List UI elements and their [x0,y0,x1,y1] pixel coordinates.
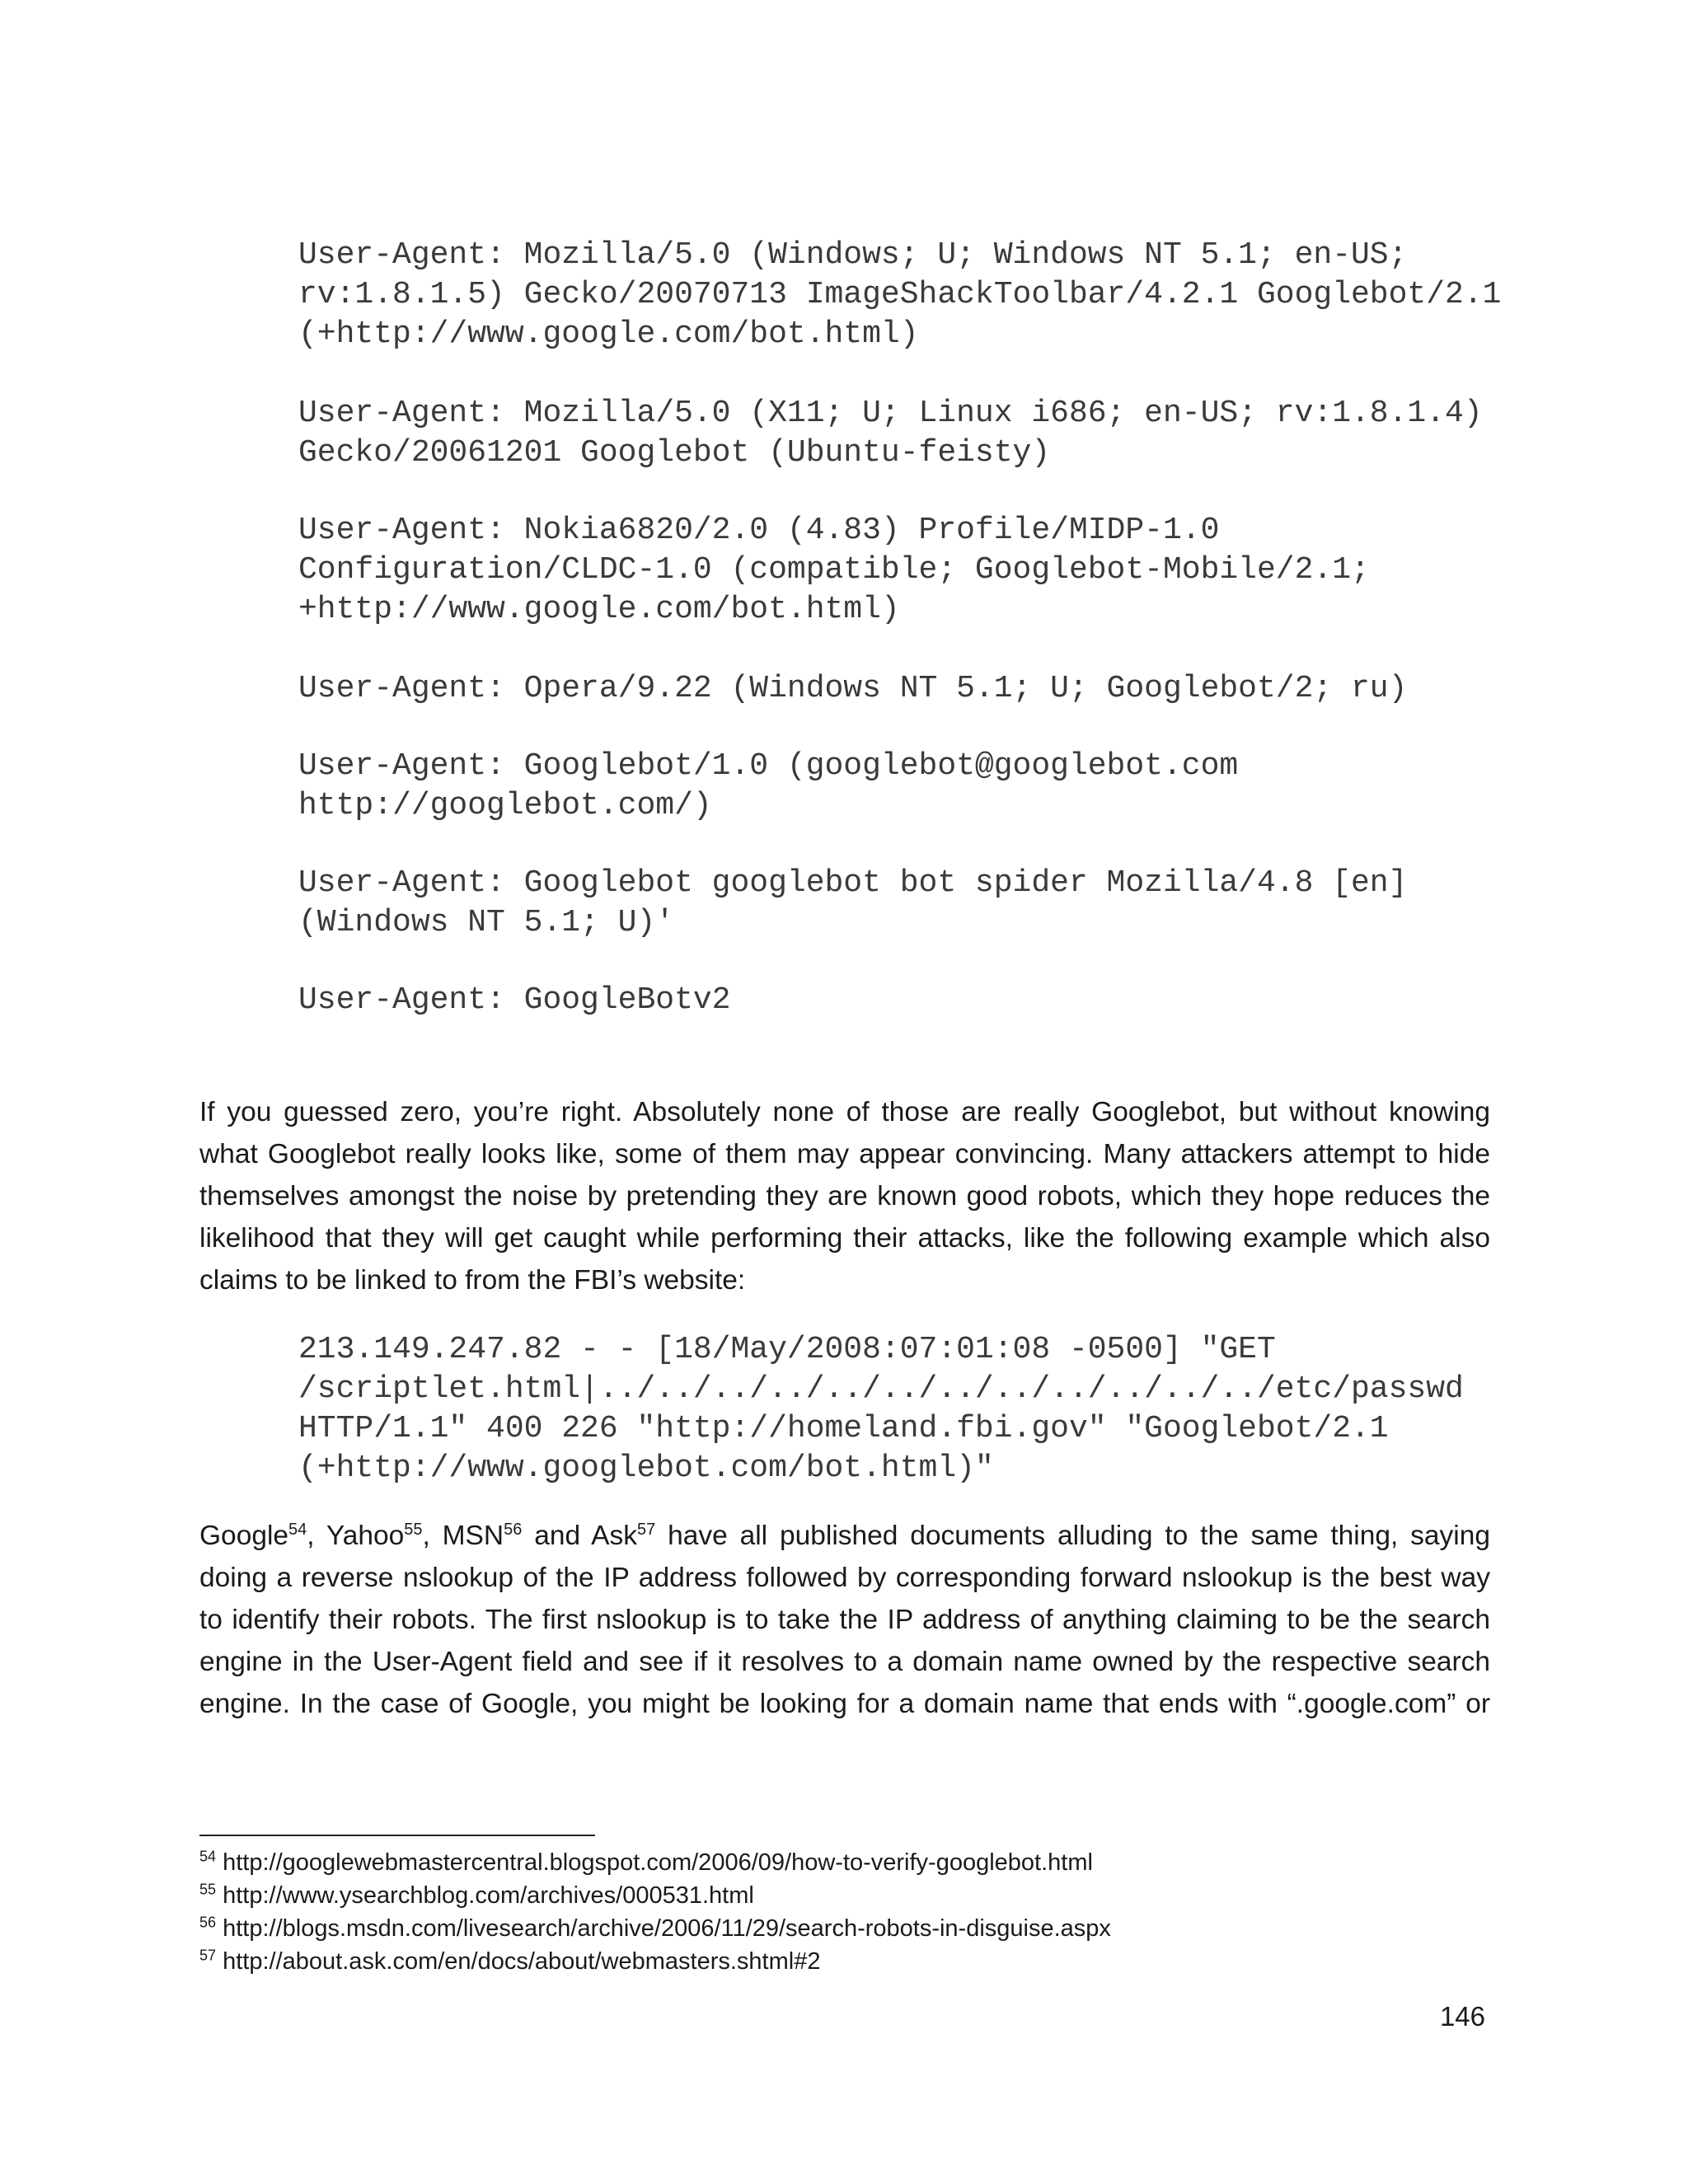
user-agent-entry [298,747,1535,826]
paragraph-line: what Googlebot really looks like, some of them may appear convincing. Many attackers attempt to hide [199,1139,1490,1169]
code-line: +http://www.google.com/bot.html) [298,592,900,627]
footnote [199,1879,1485,1912]
code-line: Configuration/CLDC-1.0 (compatible; Googlebot-Mobile/2.1; [298,552,1370,588]
footnote-link[interactable]: http://blogs.msdn.com/livesearch/archive/2006/11/29/search-robots-in-disguise.aspx [216,1915,1111,1942]
user-agent-entry [298,981,1535,1020]
footnote-link[interactable]: http://www.ysearchblog.com/archives/000531.html [216,1882,754,1909]
user-agent-entry [298,236,1535,354]
paragraph-line [199,1515,1490,1557]
log-entry [298,1330,1535,1488]
footnote-link[interactable]: http://about.ask.com/en/docs/about/webmasters.shtml#2 [216,1948,821,1975]
code-line: User-Agent: Mozilla/5.0 (X11; U; Linux i686; en-US; rv:1.8.1.4) [298,396,1483,431]
paragraph-line: likelihood that they will get caught while performing their attacks, like the following example which also [199,1223,1490,1254]
footnote-ref[interactable]: 54 [288,1520,307,1539]
text-run: and Ask [522,1521,637,1551]
text-run: , Yahoo [307,1521,405,1551]
footnote-number: 57 [199,1947,217,1964]
user-agent-entry [298,394,1535,473]
code-line: HTTP/1.1" 400 226 "http://homeland.fbi.gov" "Googlebot/2.1 [298,1411,1389,1446]
footnote-ref[interactable]: 55 [404,1520,423,1539]
footnote-number: 55 [199,1881,217,1898]
user-agent-entry [298,864,1535,943]
code-line: User-Agent: Nokia6820/2.0 (4.83) Profile/MIDP-1.0 [298,513,1220,548]
footnote-number: 56 [199,1914,217,1931]
paragraph-line: engine. In the case of Google, you might be looking for a domain name that ends with “.google.com” or [199,1689,1490,1719]
code-line: User-Agent: Googlebot/1.0 (googlebot@googlebot.com [298,748,1239,784]
footnote [199,1912,1485,1945]
code-line: User-Agent: Mozilla/5.0 (Windows; U; Windows NT 5.1; en-US; [298,237,1408,273]
user-agent-entry [298,669,1535,709]
code-line: /scriptlet.html|../../../../../../../../../../../../etc/passwd [298,1371,1464,1407]
code-line: (+http://www.googlebot.com/bot.html)" [298,1451,994,1486]
footnote-ref[interactable]: 56 [504,1520,523,1539]
text-run: have all published documents alluding to the same thing, saying [655,1521,1490,1551]
user-agent-entry [298,511,1535,630]
footnote-ref[interactable]: 57 [636,1520,656,1539]
body-paragraph [199,1515,1490,1725]
footnotes [199,1846,1485,1978]
code-line: rv:1.8.1.5) Gecko/20070713 ImageShackToolbar/4.2.1 Googlebot/2.1 [298,277,1502,312]
paragraph-line: to identify their robots. The first nslookup is to take the IP address of anything claiming to be the search [199,1605,1490,1635]
page-number: 146 [1439,2001,1485,2032]
code-line: User-Agent: Opera/9.22 (Windows NT 5.1; U; Googlebot/2; ru) [298,671,1408,706]
paragraph-line: If you guessed zero, you’re right. Absolutely none of those are really Googlebot, but without knowing [199,1097,1490,1127]
text-run: , MSN [422,1521,504,1551]
paragraph-line: engine in the User-Agent field and see if it resolves to a domain name owned by the respective search [199,1647,1490,1677]
code-line: User-Agent: GoogleBotv2 [298,982,731,1018]
footnote [199,1945,1485,1978]
paragraph-line: claims to be linked to from the FBI’s website: [199,1265,746,1296]
text-run: Google [199,1521,289,1551]
code-line: (Windows NT 5.1; U)' [298,905,675,940]
paragraph-line: doing a reverse nslookup of the IP address followed by corresponding forward nslookup is the best way [199,1563,1490,1593]
paragraph-line: themselves amongst the noise by pretending they are known good robots, which they hope reduces the [199,1181,1490,1212]
body-paragraph [199,1091,1490,1301]
code-line: (+http://www.google.com/bot.html) [298,316,919,352]
code-line: http://googlebot.com/) [298,788,712,823]
footnote-number: 54 [199,1848,217,1865]
footnote-divider [199,1835,595,1836]
footnote [199,1846,1485,1879]
footnote-link[interactable]: http://googlewebmastercentral.blogspot.com/2006/09/how-to-verify-googlebot.html [216,1849,1093,1876]
code-line: User-Agent: Googlebot googlebot bot spider Mozilla/4.8 [en] [298,865,1408,901]
code-line: Gecko/20061201 Googlebot (Ubuntu-feisty) [298,435,1051,471]
code-line: 213.149.247.82 - - [18/May/2008:07:01:08 -0500] "GET [298,1332,1276,1367]
